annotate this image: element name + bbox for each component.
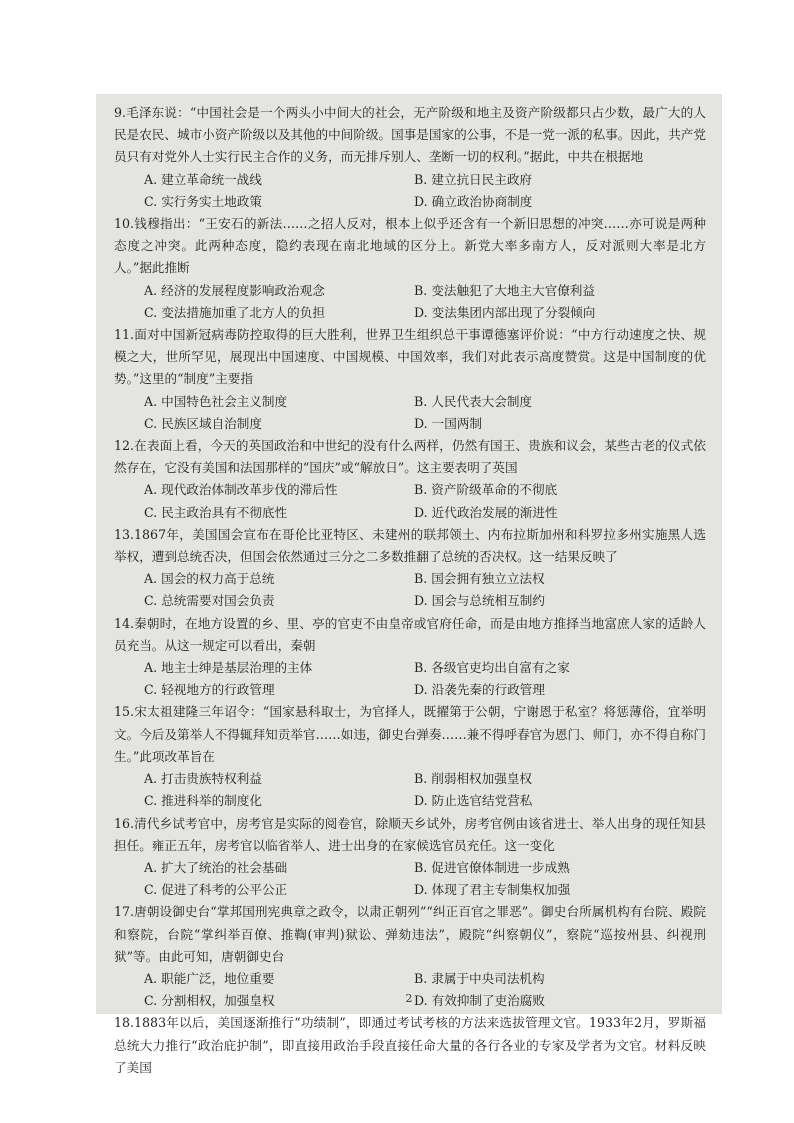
question-stem: 14.秦朝时，在地方设置的乡、里、亭的官吏不由皇帝或官府任命，而是由地方推择当地富庶人家的适龄人员充当。从这一规定可以看出，秦朝: [114, 615, 706, 653]
question-13: [114, 524, 706, 613]
option-d: D. 防止选官结党营私: [414, 793, 533, 809]
option-b: B. 削弱相权加强皇权: [414, 771, 533, 787]
option-c: C. 轻视地方的行政管理: [144, 682, 275, 698]
option-d: D. 近代政治发展的渐进性: [414, 504, 558, 520]
question-list: [114, 102, 706, 1079]
option-b: B. 建立抗日民主政府: [414, 171, 533, 187]
question-stem: 16.清代乡试考官中，房考官是实际的阅卷官，除顺天乡试外，房考官例由该省进士、举人出身的现任知县担任。雍正五年，房考官以临省举人、进士出身的在家候选官员充任。这一变化: [114, 815, 706, 853]
option-b: B. 各级官吏均出自富有之家: [414, 660, 570, 676]
option-b: B. 资产阶级革命的不彻底: [414, 482, 558, 498]
option-c: C. 民主政治具有不彻底性: [144, 504, 288, 520]
option-a: A. 中国特色社会主义制度: [144, 393, 288, 409]
option-a: A. 地主士绅是基层治理的主体: [144, 660, 313, 676]
option-d: D. 沿袭先秦的行政管理: [414, 682, 545, 698]
option-a: A. 打击贵族特权利益: [144, 771, 262, 787]
question-stem: 15.宋太祖建隆三年诏令：“国家悬科取士，为官择人，既擢第于公朝，宁谢恩于私室？将惩薄俗，宜举明文。今后及第举人不得辄拜知贡举官……如违，御史台弹奏……兼不得呼春官为恩门、师门，亦不得自称门生。”此项改革旨在: [114, 704, 706, 764]
option-grid: [114, 768, 706, 812]
question-stem: 12.在表面上看，今天的英国政治和中世纪的没有什么两样，仍然有国王、贵族和议会，某些古老的仪式依然存在，它没有美国和法国那样的“国庆”或“解放日”。这主要表明了英国: [114, 438, 706, 476]
option-c: C. 变法措施加重了北方人的负担: [144, 304, 325, 320]
question-stem: 9.毛泽东说：“中国社会是一个两头小中间大的社会，无产阶级和地主及资产阶级都只占少数，最广大的人民是农民、城市小资产阶级以及其他的中间阶级。国事是国家的公事，不是一党一派的私事。因此，共产党员只有对党外人士实行民主合作的义务，而无排斥别人、垄断一切的权利。”据此，中共在根据地: [114, 105, 706, 165]
option-c: C. 推进科举的制度化: [144, 793, 262, 809]
option-d: D. 国会与总统相互制约: [414, 593, 545, 609]
option-grid: [114, 280, 706, 324]
option-a: A. 扩大了统治的社会基础: [144, 859, 288, 875]
option-b: B. 人民代表大会制度: [414, 393, 533, 409]
question-15: [114, 701, 706, 812]
option-grid: [114, 657, 706, 701]
option-a: A. 经济的发展程度影响政治观念: [144, 282, 325, 298]
question-16: [114, 813, 706, 902]
question-9: [114, 102, 706, 213]
page-number: 2: [405, 992, 413, 1005]
option-b: B. 国会拥有独立立法权: [414, 571, 545, 587]
option-c: C. 民族区域自治制度: [144, 415, 262, 431]
option-a: A. 职能广泛，地位重要: [144, 970, 275, 986]
question-stem: 13.1867年，美国国会宣布在哥伦比亚特区、未建州的联邦领土、内布拉斯加州和科罗拉多州实施黑人选举权，遭到总统否决，但国会依然通过三分之二多数推翻了总统的否决权。这一结果反映了: [114, 526, 706, 565]
option-d: D. 有效抑制了吏治腐败: [414, 993, 545, 1009]
question-10: [114, 213, 706, 324]
option-c: C. 实行务实土地政策: [144, 193, 262, 209]
option-c: C. 总统需要对国会负责: [144, 593, 275, 609]
option-c: C. 促进了科考的公平公正: [144, 882, 288, 898]
option-grid: [114, 857, 706, 901]
question-12: [114, 435, 706, 524]
option-d: D. 变法集团内部出现了分裂倾向: [414, 304, 596, 320]
option-b: B. 隶属于中央司法机构: [414, 970, 545, 986]
question-18: [114, 1012, 706, 1079]
option-d: D. 一国两制: [414, 415, 483, 431]
option-b: B. 促进官僚体制进一步成熟: [414, 859, 570, 875]
option-grid: [114, 479, 706, 523]
option-grid: [114, 968, 706, 1012]
option-d: D. 体现了君主专制集权加强: [414, 882, 571, 898]
question-14: [114, 613, 706, 702]
question-11: [114, 324, 706, 435]
question-stem: 17.唐朝设御史台“掌邦国刑宪典章之政令，以肃正朝列”“纠正百官之罪恶”。御史台所属机构有台院、殿院和察院，台院“掌纠举百僚、推鞫(审判)狱讼、弹劾违法”，殿院“纠察朝仪”，察院“巡按州县、纠视刑狱”等。由此可知，唐朝御史台: [114, 904, 706, 964]
option-a: A. 建立革命统一战线: [144, 171, 262, 187]
option-grid: [114, 568, 706, 612]
question-stem: 11.面对中国新冠病毒防控取得的巨大胜利，世界卫生组织总干事谭德塞评价说：“中方行动速度之快、规模之大，世所罕见，展现出中国速度、中国规模、中国效率，我们对此表示高度赞赏。这是中国制度的优势。”这里的“制度”主要指: [114, 327, 706, 387]
option-d: D. 确立政治协商制度: [414, 193, 533, 209]
question-stem: 10.钱穆指出：“王安石的新法……之招人反对，根本上似乎还含有一个新旧思想的冲突……亦可说是两种态度之冲突。此两种态度，隐约表现在南北地域的区分上。新党大率多南方人，反对派则大率是北方人。”据此推断: [114, 216, 706, 276]
exam-page-scan: [96, 94, 722, 1075]
option-c: C. 分割相权，加强皇权: [144, 993, 275, 1009]
option-b: B. 变法触犯了大地主大官僚利益: [414, 282, 595, 298]
option-grid: [114, 169, 706, 213]
option-grid: [114, 391, 706, 435]
option-a: A. 现代政治体制改革步伐的滞后性: [144, 482, 338, 498]
question-stem: 18.1883年以后，美国逐渐推行“功绩制”，即通过考试考核的方法来选拔管理文官。1933年2月，罗斯福总统大力推行“政治庇护制”，即直接用政治手段直接任命大量的各行各业的专家及学者为文官。材料反映了美国: [114, 1015, 706, 1075]
option-a: A. 国会的权力高于总统: [144, 571, 275, 587]
